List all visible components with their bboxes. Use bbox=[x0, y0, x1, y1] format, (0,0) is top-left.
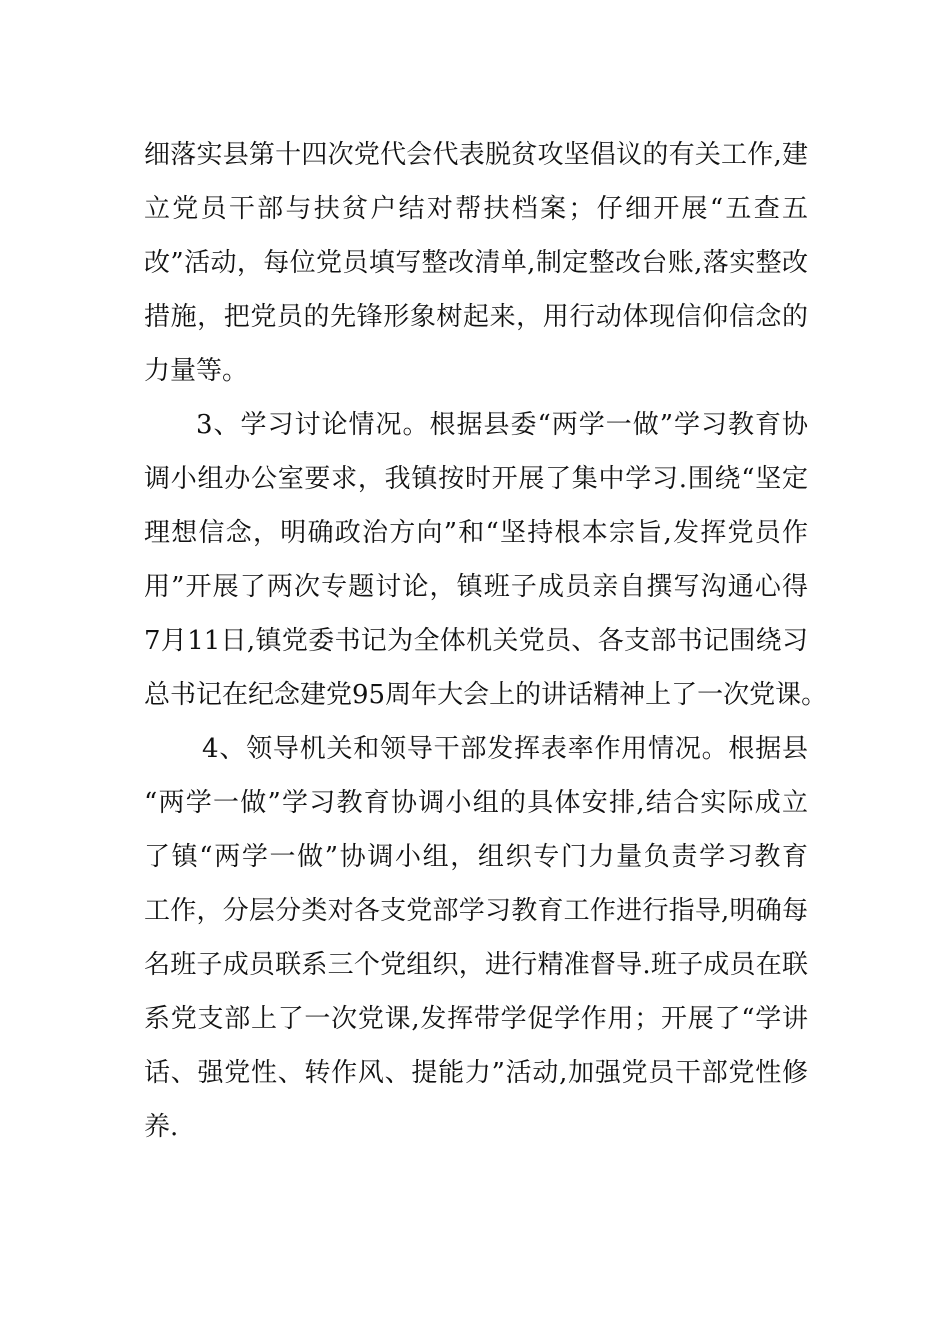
text-line: 了镇“两学一做”协调小组，组织专门力量负责学习教育 bbox=[144, 842, 808, 872]
paragraph-3-heading-line: 3、学习讨论情况。根据县委“两学一做”学习教育协 bbox=[196, 410, 808, 440]
text-line: 细落实县第十四次党代会代表脱贫攻坚倡议的有关工作,建 bbox=[144, 140, 808, 170]
text-line: 理想信念，明确政治方向”和“坚持根本宗旨,发挥党员作 bbox=[144, 518, 808, 548]
text-line: 立党员干部与扶贫户结对帮扶档案；仔细开展“五查五 bbox=[144, 194, 808, 224]
text-line: 用”开展了两次专题讨论，镇班子成员亲自撰写沟通心得 bbox=[144, 572, 808, 602]
paragraph-4-heading-line: 4、领导机关和领导干部发挥表率作用情况。根据县 bbox=[202, 734, 808, 764]
text-line: 养. bbox=[144, 1112, 179, 1142]
text-line: 7月11日,镇党委书记为全体机关党员、各支部书记围绕习 bbox=[144, 626, 808, 656]
text-line: 话、强党性、转作风、提能力”活动,加强党员干部党性修 bbox=[144, 1058, 808, 1088]
text-line: 力量等。 bbox=[144, 356, 249, 386]
text-line: 系党支部上了一次党课,发挥带学促学作用；开展了“学讲 bbox=[144, 1004, 808, 1034]
text-line: 总书记在纪念建党95周年大会上的讲话精神上了一次党课。 bbox=[144, 680, 828, 710]
text-line: 调小组办公室要求，我镇按时开展了集中学习.围绕“坚定 bbox=[144, 464, 808, 494]
body-text bbox=[144, 128, 828, 1154]
text-line: 工作，分层分类对各支党部学习教育工作进行指导,明确每 bbox=[144, 896, 808, 926]
text-line: “两学一做”学习教育协调小组的具体安排,结合实际成立 bbox=[144, 788, 808, 818]
text-line: 措施，把党员的先锋形象树起来，用行动体现信仰信念的 bbox=[144, 302, 808, 332]
text-line: 名班子成员联系三个党组织，进行精准督导.班子成员在联 bbox=[144, 950, 808, 980]
text-line: 改”活动，每位党员填写整改清单,制定整改台账,落实整改 bbox=[144, 248, 808, 278]
